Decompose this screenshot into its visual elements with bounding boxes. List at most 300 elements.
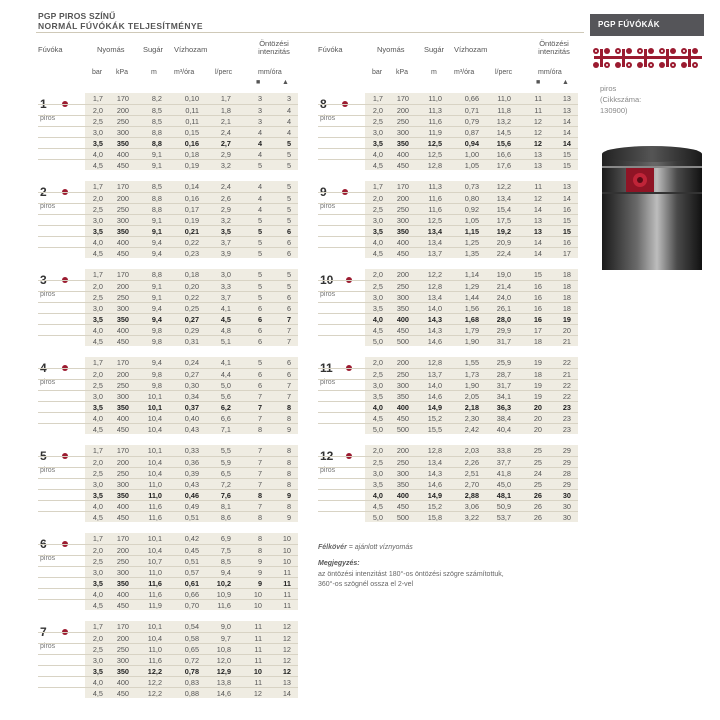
table-cell: 20,9 [496, 238, 511, 247]
table-cell: 8 [286, 403, 291, 412]
table-cell: 0,34 [184, 392, 199, 401]
table-cell: 12 [282, 634, 291, 643]
table-cell: 2,6 [220, 194, 231, 203]
table-cell: 8,5 [151, 117, 162, 126]
table-cell: 5 [286, 194, 291, 203]
table-cell: 3,5 [92, 227, 103, 236]
table-cell: 5,0 [372, 337, 383, 346]
table-cell: 8 [286, 502, 291, 511]
table-cell: 4,1 [220, 304, 231, 313]
table-cell: 300 [116, 568, 129, 577]
table-cell: 19,0 [496, 270, 511, 279]
nozzle-number: 7 [40, 625, 47, 639]
table-cell: 3,0 [372, 128, 383, 137]
table-cell: 25 [533, 458, 542, 467]
table-cell: 14,6 [427, 392, 442, 401]
table-cell: 3,0 [220, 270, 231, 279]
table-cell: 12 [282, 645, 291, 654]
table-cell: 15,2 [427, 502, 442, 511]
table-cell: 15 [562, 161, 571, 170]
table-cell: 25,9 [496, 358, 511, 367]
table-cell: 6 [286, 293, 291, 302]
table-cell: 3,5 [92, 667, 103, 676]
table-cell: 33,8 [496, 446, 511, 455]
table-cell: 2,70 [464, 480, 479, 489]
table-cell: 3 [257, 117, 262, 126]
table-cell: 11 [254, 678, 262, 687]
table-cell: 11,6 [148, 502, 162, 511]
table-cell: 3,5 [92, 315, 103, 324]
table-cell: 0,83 [184, 678, 199, 687]
nozzle-color-label: piros [40, 203, 56, 210]
nozzle-number: 5 [40, 449, 47, 463]
table-cell: 4,0 [372, 491, 383, 500]
table-cell: 2,4 [220, 128, 231, 137]
table-row [38, 181, 298, 192]
table-row [38, 247, 298, 259]
table-cell: 4,0 [92, 590, 103, 599]
table-cell: 400 [116, 590, 129, 599]
table-cell: 3,2 [220, 161, 231, 170]
table-cell: 8 [257, 534, 262, 543]
table-cell: 300 [116, 216, 129, 225]
table-cell: 1,7 [92, 270, 103, 279]
table-cell: 1,7 [372, 182, 383, 191]
table-cell: 11,9 [148, 601, 162, 610]
unit-lpm: l/perc [215, 69, 233, 76]
table-cell: 3,7 [220, 238, 231, 247]
table-cell: 5,9 [220, 458, 231, 467]
table-cell: 3,0 [92, 392, 103, 401]
table-cell: 0,19 [184, 161, 199, 170]
table-cell: 6 [257, 370, 262, 379]
table-cell: 4,5 [92, 689, 103, 698]
table-cell: 10 [253, 601, 262, 610]
table-cell: 200 [396, 270, 409, 279]
table-cell: 11 [283, 590, 291, 599]
table-cell: 1,7 [92, 358, 103, 367]
table-cell: 7 [257, 403, 262, 412]
table-cell: 14,9 [427, 491, 442, 500]
table-cell: 2,05 [464, 392, 479, 401]
unit-m3-right: m³/óra [454, 69, 475, 76]
table-cell: 2,5 [372, 117, 383, 126]
unit-kpa-right: kPa [396, 69, 409, 76]
table-cell: 14 [533, 205, 542, 214]
table-cell: 2,30 [464, 414, 479, 423]
table-cell: 2,9 [220, 150, 231, 159]
table-cell: 0,70 [184, 601, 199, 610]
table-cell: 400 [116, 150, 129, 159]
table-cell: 4,5 [92, 337, 103, 346]
table-cell: 170 [116, 94, 129, 103]
table-cell: 200 [396, 446, 409, 455]
table-cell: 0,80 [464, 194, 479, 203]
table-cell: 12 [253, 689, 262, 698]
table-cell: 14 [282, 689, 291, 698]
table-cell: 250 [396, 458, 409, 467]
table-cell: 3,0 [92, 568, 103, 577]
table-cell: 2,5 [92, 293, 103, 302]
table-cell: 0,19 [184, 216, 199, 225]
table-cell: 37,7 [496, 458, 511, 467]
table-cell: 4,0 [92, 326, 103, 335]
table-cell: 4,5 [92, 161, 103, 170]
table-cell: 0,79 [464, 117, 479, 126]
table-cell: 4,0 [372, 238, 383, 247]
table-cell: 5 [286, 205, 291, 214]
table-cell: 2,0 [92, 458, 103, 467]
table-cell: 1,44 [464, 293, 479, 302]
table-cell: 300 [396, 469, 409, 478]
table-cell: 0,66 [464, 94, 479, 103]
table-cell: 350 [396, 227, 409, 236]
col-flow: Vízhozam [174, 45, 208, 54]
table-cell: 350 [116, 403, 129, 412]
table-cell: 170 [116, 534, 129, 543]
table-cell: 4,5 [372, 249, 383, 258]
nozzle-color-label: piros [40, 379, 56, 386]
table-cell: 0,51 [184, 513, 199, 522]
table-cell: 5 [286, 270, 291, 279]
table-cell: 1,90 [464, 337, 479, 346]
table-cell: 48,1 [496, 491, 511, 500]
table-cell: 12 [533, 128, 542, 137]
table-cell: 0,46 [184, 491, 199, 500]
table-cell: 250 [116, 117, 129, 126]
table-cell: 17 [533, 326, 542, 335]
table-cell: 12,2 [427, 270, 442, 279]
table-cell: 200 [396, 358, 409, 367]
triangle-icon: ▲ [562, 79, 569, 86]
table-cell: 10,4 [147, 634, 162, 643]
table-cell: 4,5 [92, 249, 103, 258]
table-cell: 11 [534, 106, 542, 115]
table-cell: 400 [396, 315, 409, 324]
nozzle-color-label: piros [40, 291, 56, 298]
table-cell: 5 [257, 293, 262, 302]
nozzle-color-label: piros [320, 203, 336, 210]
table-cell: 17,6 [496, 161, 511, 170]
table-cell: 300 [396, 128, 409, 137]
nozzle-number: 11 [320, 361, 333, 375]
table-cell: 4,5 [372, 502, 383, 511]
table-cell: 15,8 [427, 513, 442, 522]
nozzle-number: 4 [40, 361, 47, 375]
table-cell: 8,1 [220, 502, 231, 511]
table-cell: 250 [116, 381, 129, 390]
table-cell: 1,7 [92, 182, 103, 191]
table-cell: 2,5 [92, 557, 103, 566]
table-cell: 9 [286, 425, 291, 434]
table-cell: 29,9 [496, 326, 511, 335]
table-cell: 450 [116, 425, 129, 434]
table-cell: 13,8 [216, 678, 231, 687]
table-cell: 26 [533, 502, 542, 511]
table-cell: 3 [286, 94, 291, 103]
table-cell: 25 [533, 446, 542, 455]
table-cell: 14,9 [427, 403, 442, 412]
header-divider [36, 32, 584, 33]
table-cell: 16 [533, 293, 542, 302]
table-cell: 0,10 [184, 94, 199, 103]
table-cell: 250 [116, 557, 129, 566]
table-cell: 12 [282, 656, 291, 665]
table-cell: 1,7 [92, 622, 103, 631]
table-cell: 200 [396, 106, 409, 115]
table-cell: 14,3 [427, 326, 442, 335]
table-cell: 4,0 [372, 150, 383, 159]
table-cell: 13 [533, 227, 542, 236]
table-cell: 250 [396, 282, 409, 291]
table-cell: 10 [253, 590, 262, 599]
table-cell: 170 [116, 358, 129, 367]
table-cell: 1,25 [464, 238, 479, 247]
table-cell: 20 [562, 326, 571, 335]
nozzle-color-label: piros [320, 291, 336, 298]
table-cell: 8 [257, 491, 262, 500]
legend-text: = ajánlott víznyomás [346, 544, 413, 551]
table-cell: 10,1 [147, 403, 162, 412]
nozzle-number: 9 [320, 185, 327, 199]
notes-line-1: az öntözési intenzitást 180°-os öntözési szögre számítottuk, [318, 571, 504, 578]
table-cell: 9 [257, 579, 262, 588]
table-cell: 3,0 [372, 293, 383, 302]
table-cell: 1,7 [92, 94, 103, 103]
table-cell: 18 [533, 337, 542, 346]
table-cell: 0,57 [184, 568, 199, 577]
table-cell: 8,5 [151, 182, 162, 191]
table-cell: 200 [116, 458, 129, 467]
table-cell: 13,7 [427, 370, 442, 379]
table-cell: 11,3 [428, 106, 442, 115]
table-cell: 3,0 [92, 480, 103, 489]
table-cell: 6 [286, 249, 291, 258]
table-cell: 400 [396, 238, 409, 247]
table-cell: 5,0 [372, 425, 383, 434]
table-cell: 15 [533, 270, 542, 279]
table-cell: 14 [562, 139, 571, 148]
table-cell: 0,49 [184, 502, 199, 511]
table-cell: 24 [533, 469, 542, 478]
table-cell: 6 [286, 227, 291, 236]
table-cell: 10 [282, 534, 291, 543]
table-cell: 2,5 [92, 205, 103, 214]
table-cell: 6,5 [220, 469, 231, 478]
table-cell: 4,0 [92, 502, 103, 511]
table-cell: 16 [533, 304, 542, 313]
table-cell: 2,0 [372, 194, 383, 203]
table-cell: 24,0 [496, 293, 511, 302]
table-cell: 9 [257, 557, 262, 566]
table-cell: 9,8 [151, 381, 162, 390]
nozzle-color-label: piros [320, 379, 336, 386]
notes-title: Megjegyzés: [318, 560, 360, 567]
table-cell: 400 [116, 678, 129, 687]
table-cell: 3,5 [372, 227, 383, 236]
table-cell: 4,5 [372, 161, 383, 170]
table-cell: 4 [257, 150, 262, 159]
table-cell: 13,7 [427, 249, 442, 258]
table-cell: 15,2 [427, 414, 442, 423]
table-cell: 31,7 [496, 381, 511, 390]
col-radius: Sugár [143, 45, 164, 54]
table-cell: 350 [116, 315, 129, 324]
table-cell: 26,1 [496, 304, 511, 313]
table-cell: 11,6 [148, 590, 162, 599]
table-row [38, 423, 298, 435]
table-cell: 14 [533, 238, 542, 247]
table-cell: 10 [282, 546, 291, 555]
table-cell: 300 [116, 304, 129, 313]
table-cell: 11,6 [217, 601, 231, 610]
table-cell: 19 [562, 315, 571, 324]
table-cell: 1,35 [464, 249, 479, 258]
table-cell: 0,61 [184, 579, 199, 588]
table-cell: 2,0 [92, 546, 103, 555]
table-cell: 13,2 [496, 117, 511, 126]
unit-m: m [151, 69, 157, 76]
table-cell: 7 [257, 469, 262, 478]
col-nozzle-right: Fúvóka [318, 45, 343, 54]
table-cell: 9,8 [151, 370, 162, 379]
table-cell: 6 [257, 381, 262, 390]
table-cell: 15,6 [496, 139, 511, 148]
table-row [318, 269, 578, 280]
table-cell: 4,1 [220, 358, 231, 367]
table-cell: 8,8 [151, 139, 162, 148]
table-cell: 0,94 [464, 139, 479, 148]
table-cell: 23 [562, 425, 571, 434]
nozzle-number: 6 [40, 537, 47, 551]
table-cell: 3,2 [220, 216, 231, 225]
table-cell: 7 [257, 392, 262, 401]
table-cell: 21,4 [496, 282, 511, 291]
table-cell: 9 [286, 513, 291, 522]
table-cell: 19 [533, 392, 542, 401]
table-cell: 13 [533, 216, 542, 225]
table-cell: 10,1 [147, 392, 162, 401]
table-cell: 8 [286, 469, 291, 478]
table-cell: 12,2 [147, 667, 162, 676]
table-cell: 3,0 [92, 128, 103, 137]
table-cell: 10,4 [147, 546, 162, 555]
table-row [38, 357, 298, 368]
table-cell: 28,0 [496, 315, 511, 324]
table-cell: 450 [396, 502, 409, 511]
table-cell: 1,05 [464, 161, 479, 170]
table-cell: 2,03 [464, 446, 479, 455]
triangle-icon: ▲ [282, 79, 289, 86]
table-cell: 1,29 [464, 282, 479, 291]
table-row [318, 247, 578, 259]
table-cell: 14,0 [427, 304, 442, 313]
table-cell: 12,8 [427, 446, 442, 455]
table-cell: 20 [533, 403, 542, 412]
table-cell: 0,43 [184, 425, 199, 434]
nozzle-number: 2 [40, 185, 47, 199]
table-cell: 10,4 [147, 469, 162, 478]
table-cell: 0,29 [184, 326, 199, 335]
table-cell: 5 [286, 182, 291, 191]
table-cell: 8 [257, 425, 262, 434]
table-cell: 250 [116, 469, 129, 478]
table-cell: 11,3 [428, 182, 442, 191]
table-cell: 23 [562, 403, 571, 412]
table-cell: 20 [533, 414, 542, 423]
table-cell: 2,5 [92, 381, 103, 390]
table-cell: 0,78 [184, 667, 199, 676]
table-cell: 3,22 [464, 513, 479, 522]
table-cell: 400 [396, 491, 409, 500]
table-cell: 11,0 [428, 94, 442, 103]
table-cell: 2,5 [92, 645, 103, 654]
table-cell: 3,5 [92, 491, 103, 500]
table-cell: 350 [116, 579, 129, 588]
table-row [38, 159, 298, 171]
unit-lpm-right: l/perc [495, 69, 513, 76]
table-cell: 13 [562, 94, 571, 103]
table-cell: 5,0 [372, 513, 383, 522]
sidebar-part-number: 130900) [600, 106, 628, 115]
table-cell: 26 [533, 491, 542, 500]
table-cell: 170 [396, 182, 409, 191]
table-cell: 0,18 [184, 270, 199, 279]
table-cell: 4,8 [220, 326, 231, 335]
table-cell: 9 [257, 568, 262, 577]
table-cell: 3,5 [372, 392, 383, 401]
table-cell: 6 [257, 337, 262, 346]
table-cell: 0,14 [184, 182, 199, 191]
table-cell: 450 [116, 601, 129, 610]
table-cell: 11 [283, 579, 291, 588]
table-row [318, 445, 578, 456]
table-cell: 3,5 [220, 227, 231, 236]
table-cell: 16 [533, 282, 542, 291]
table-cell: 9,4 [151, 358, 162, 367]
table-row [38, 511, 298, 523]
table-cell: 12 [533, 117, 542, 126]
nozzle-number: 3 [40, 273, 47, 287]
table-cell: 0,36 [184, 458, 199, 467]
table-cell: 10 [253, 667, 262, 676]
unit-bar-right: bar [372, 69, 383, 76]
table-cell: 0,54 [184, 622, 199, 631]
table-cell: 250 [396, 117, 409, 126]
table-cell: 0,23 [184, 249, 199, 258]
table-cell: 5 [257, 227, 262, 236]
table-cell: 6,6 [220, 414, 231, 423]
table-cell: 8,8 [151, 205, 162, 214]
table-cell: 400 [396, 150, 409, 159]
table-cell: 20 [533, 425, 542, 434]
sprinkler-head-image [596, 140, 708, 270]
table-cell: 8,5 [220, 557, 231, 566]
table-cell: 22,4 [496, 249, 511, 258]
table-cell: 0,88 [184, 689, 199, 698]
table-cell: 14 [562, 117, 571, 126]
table-cell: 4,0 [372, 403, 383, 412]
unit-mmh: mm/óra [258, 69, 282, 76]
table-cell: 300 [116, 128, 129, 137]
table-cell: 4,0 [372, 315, 383, 324]
col-pressure: Nyomás [97, 45, 125, 54]
table-cell: 23 [562, 414, 571, 423]
table-cell: 350 [396, 480, 409, 489]
table-cell: 11,6 [428, 205, 442, 214]
table-cell: 0,11 [185, 117, 199, 126]
table-cell: 0,17 [184, 205, 199, 214]
